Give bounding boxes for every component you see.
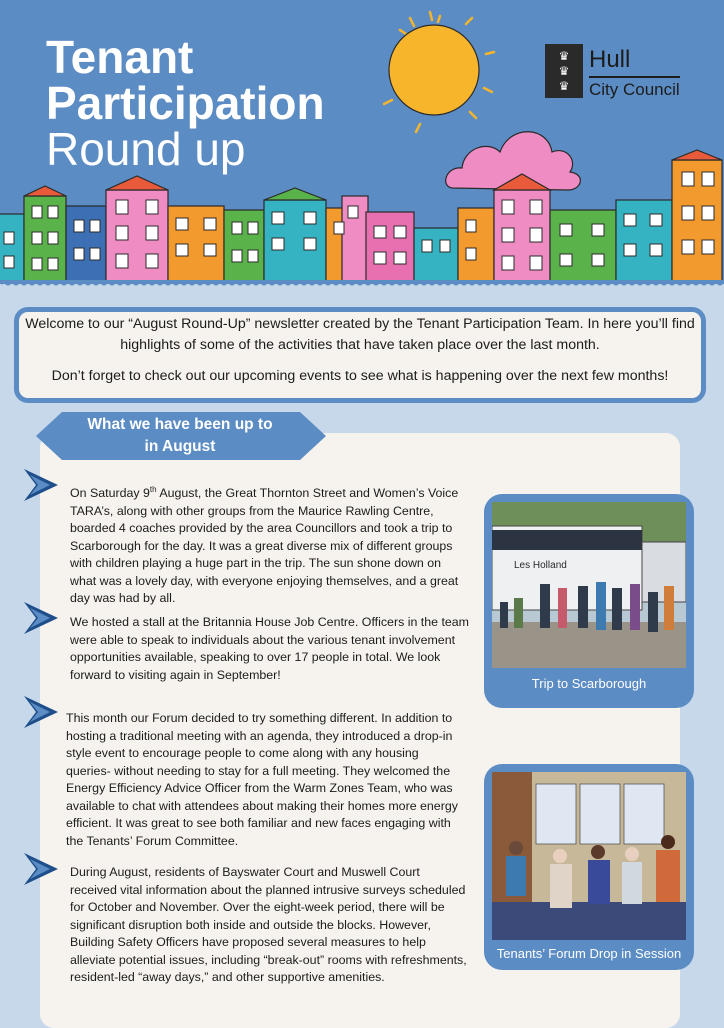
section-heading	[60, 414, 300, 458]
crowns-crest-icon: ♛ ♛ ♛	[545, 44, 583, 98]
chevron-right-icon	[22, 849, 62, 889]
logo-word-hull: Hull	[589, 46, 631, 73]
forum-drop-in-photo	[492, 772, 686, 940]
article-forum-drop-in: This month our Forum decided to try something different. In addition to hosting a traditional meeting with an agenda, they introduced a drop-in style event to encourage people to come along with any housing queries- without needing to stay for a full meeting. They welcomed the Energy Efficiency Advice Officer from the Warm Zones Team, who was available to chat with attendees about making their homes more energy efficient. It was great to see both familiar and new faces engaging with the Tenants’ Forum Committee.	[66, 711, 458, 848]
intro-box	[14, 307, 706, 403]
logo-word-city-council: City Council	[589, 76, 680, 100]
article-bayswater-surveys: During August, residents of Bayswater Court and Muswell Court received vital information about the planned intrusive surveys scheduled for October and November. Over the eight-week period, there will be significant disruption both inside and outside the blocks. However, Building Safety Officers have proposed several measures to help alleviate potential issues, including “break-out” rooms with refreshments, resident-led “away days,” and other supportive amenities.	[70, 865, 467, 984]
title-line-1: Tenant	[46, 31, 194, 83]
photo-card-forum	[484, 764, 694, 970]
intro-text: Welcome to our “August Round-Up” newsletter created by the Tenant Participation Team. In here you’ll find highlights of some of the activities that have taken place over the last month.	[25, 316, 695, 353]
article-scarborough-text-a: On Saturday 9	[70, 486, 150, 501]
newsletter-title	[46, 31, 325, 175]
title-line-3: Round up	[46, 123, 246, 175]
header-scallop-edge	[0, 280, 724, 288]
header-banner	[0, 0, 724, 284]
photo-card-scarborough	[484, 494, 694, 708]
section-heading-line-2: in August	[144, 438, 216, 455]
article-scarborough-text-b: August, the Great Thornton Street and Women’s Voice TARA’s, along with other groups from the Maurice Rawling Centre, boarded 4 coaches provided by the area Councillors and took a trip to Scarborough for the day. It was a great diverse mix of different groups with children playing a huge part in the trip. The sun shone down on what was a lovely day, with everyone enjoying themselves, and a great day was had by all.	[70, 486, 459, 606]
sun	[389, 25, 479, 115]
chevron-right-icon	[22, 598, 62, 638]
title-line-2: Participation	[46, 77, 325, 129]
hull-city-council-logo	[545, 44, 685, 100]
caption-scarborough: Trip to Scarborough	[531, 676, 647, 691]
caption-forum: Tenants’ Forum Drop in Session	[496, 946, 682, 961]
article-scarborough-ordinal: th	[149, 485, 157, 494]
section-heading-line-1: What we have been up to	[87, 416, 273, 433]
coach-sign: Les Holland	[514, 560, 567, 571]
chevron-right-icon	[22, 692, 62, 732]
chevron-right-icon	[22, 465, 62, 505]
article-job-centre-stall: We hosted a stall at the Britannia House Job Centre. Officers in the team were able to speak to individuals about the various tenant involvement opportunities available, speaking to over 17 people in total. We look forward to visiting again in September!	[70, 615, 470, 682]
article-scarborough-trip	[70, 481, 466, 608]
intro-upcoming-text: Don’t forget to check out our upcoming events to see what is happening over the next few months!	[51, 368, 669, 384]
scarborough-trip-photo	[492, 502, 686, 668]
